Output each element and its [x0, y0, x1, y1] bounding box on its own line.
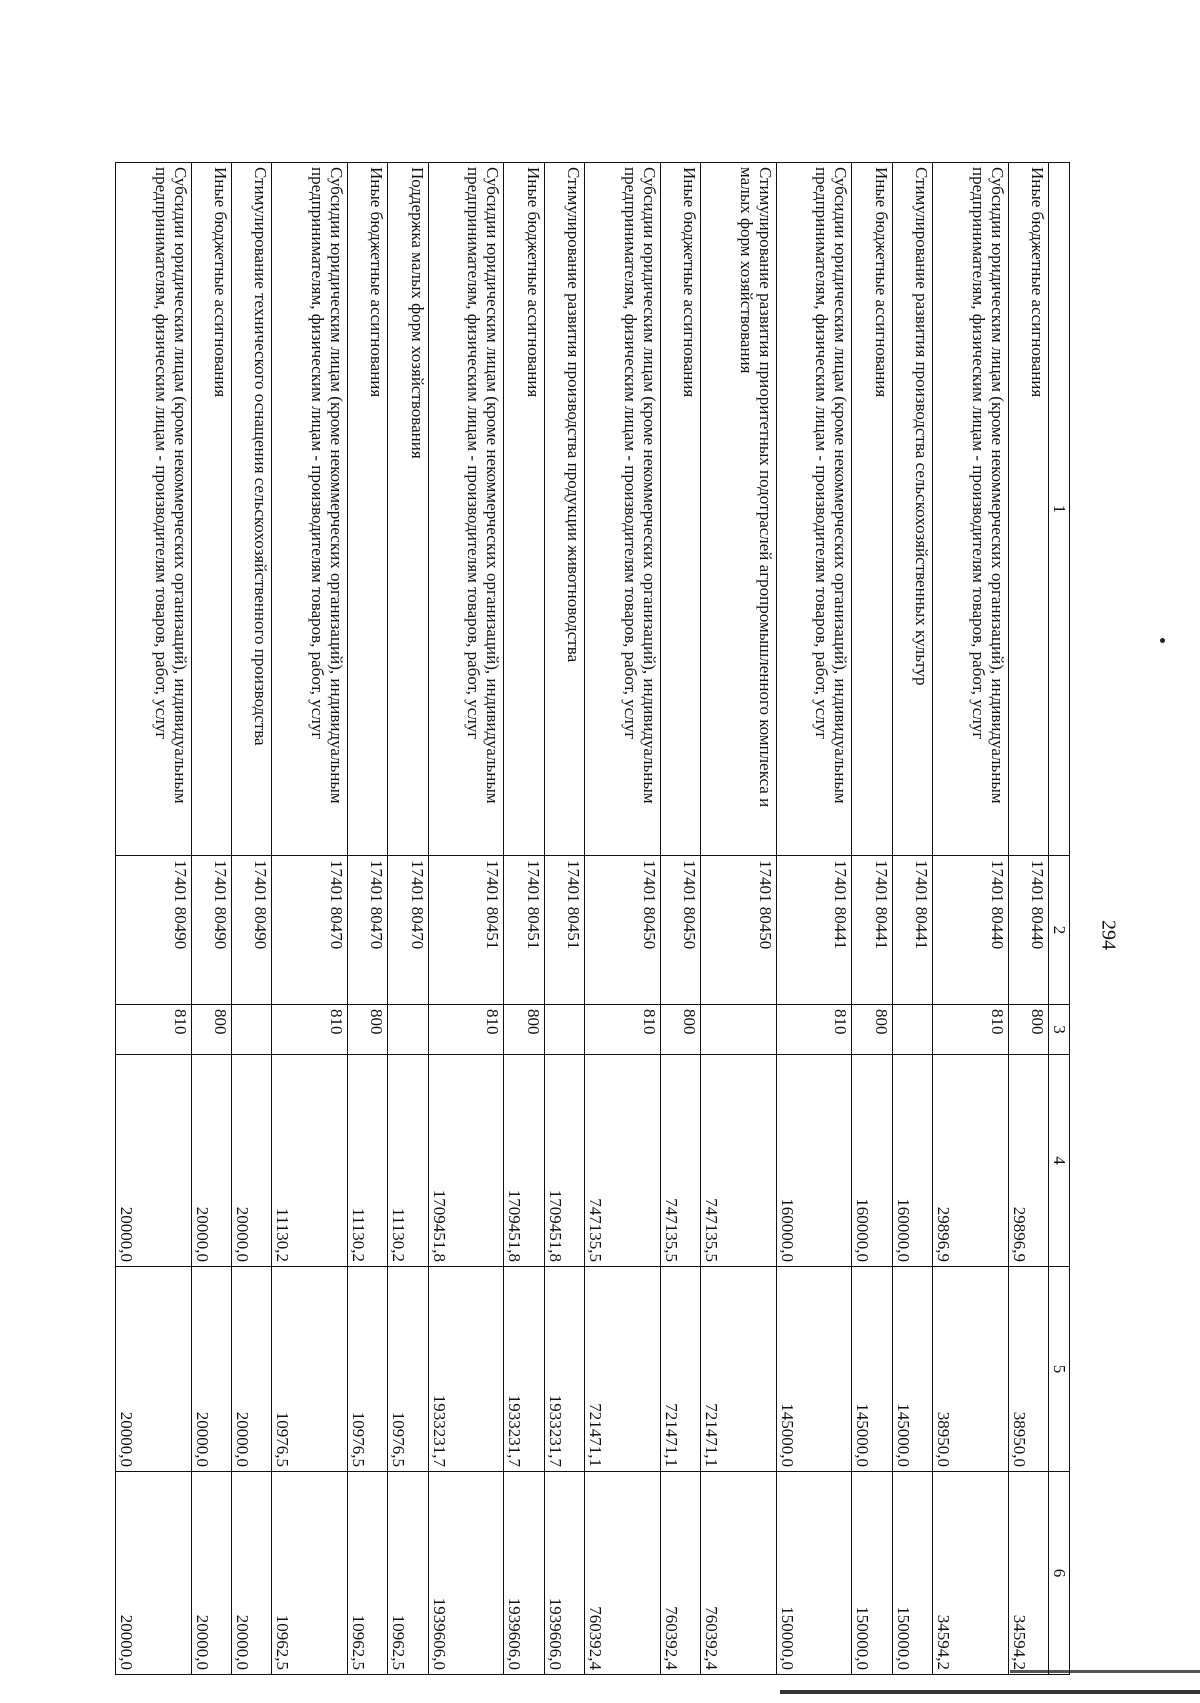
cell-value-4: 11130,2	[347, 1055, 387, 1267]
cell-code: 17401 80441	[892, 856, 932, 1005]
table-row	[933, 163, 1008, 1675]
table-row	[660, 163, 700, 1675]
cell-value-5: 145000,0	[776, 1267, 851, 1472]
table-row	[776, 163, 851, 1675]
page-number: 294	[1097, 920, 1120, 950]
column-header: 6	[1049, 1472, 1070, 1675]
cell-type: 800	[191, 1005, 231, 1055]
cell-value-6: 1939606,0	[504, 1472, 544, 1675]
cell-name: Стимулирование развития приоритетных подотраслей агропромышленного комплекса и малых форм хозяйствования	[701, 163, 776, 856]
cell-value-4: 747135,5	[585, 1055, 660, 1267]
cell-type: 800	[660, 1005, 700, 1055]
cell-code: 17401 80440	[933, 856, 1008, 1005]
cell-type: 810	[933, 1005, 1008, 1055]
cell-value-6: 10962,5	[272, 1472, 347, 1675]
table-row	[388, 163, 428, 1675]
table-row	[191, 163, 231, 1675]
cell-value-5: 721471,1	[660, 1267, 700, 1472]
column-header: 1	[1049, 163, 1070, 856]
column-header: 2	[1049, 856, 1070, 1005]
cell-type: 810	[272, 1005, 347, 1055]
column-header: 3	[1049, 1005, 1070, 1055]
cell-name: Стимулирование развития производства продукции животноводства	[544, 163, 584, 856]
cell-name: Субсидии юридическим лицам (кроме некоммерческих организаций), индивидуальным предпринимателям, физическим лицам - производителям товаров, работ, услуг	[933, 163, 1008, 856]
cell-type	[388, 1005, 428, 1055]
cell-name: Иные бюджетные ассигнования	[504, 163, 544, 856]
cell-name: Поддержка малых форм хозяйствования	[388, 163, 428, 856]
table-row	[116, 163, 192, 1675]
cell-type	[232, 1005, 272, 1055]
column-header: 4	[1049, 1055, 1070, 1267]
cell-value-6: 20000,0	[116, 1472, 192, 1675]
table-row	[504, 163, 544, 1675]
cell-name: Субсидии юридическим лицам (кроме некоммерческих организаций), индивидуальным предпринимателям, физическим лицам - производителям товаров, работ, услуг	[272, 163, 347, 856]
cell-value-4: 11130,2	[272, 1055, 347, 1267]
cell-code: 17401 80451	[428, 856, 503, 1005]
cell-value-6: 10962,5	[388, 1472, 428, 1675]
cell-code: 17401 80450	[660, 856, 700, 1005]
cell-value-4: 20000,0	[191, 1055, 231, 1267]
cell-code: 17401 80451	[504, 856, 544, 1005]
cell-value-6: 1939606,0	[544, 1472, 584, 1675]
table-row	[272, 163, 347, 1675]
cell-code: 17401 80470	[388, 856, 428, 1005]
cell-value-5: 721471,1	[701, 1267, 776, 1472]
cell-type: 800	[852, 1005, 892, 1055]
cell-value-4: 20000,0	[116, 1055, 192, 1267]
cell-value-4: 747135,5	[701, 1055, 776, 1267]
cell-value-4: 29896,9	[933, 1055, 1008, 1267]
cell-name: Субсидии юридическим лицам (кроме некоммерческих организаций), индивидуальным предпринимателям, физическим лицам - производителям товаров, работ, услуг	[428, 163, 503, 856]
budget-table	[115, 162, 1070, 1675]
cell-value-5: 145000,0	[892, 1267, 932, 1472]
cell-value-4: 11130,2	[388, 1055, 428, 1267]
cell-code: 17401 80441	[776, 856, 851, 1005]
cell-value-5: 38950,0	[1008, 1267, 1048, 1472]
cell-name: Стимулирование технического оснащения сельскохозяйственного производства	[232, 163, 272, 856]
cell-value-4: 1709451,8	[504, 1055, 544, 1267]
cell-value-6: 760392,4	[660, 1472, 700, 1675]
cell-name: Субсидии юридическим лицам (кроме некоммерческих организаций), индивидуальным предпринимателям, физическим лицам - производителям товаров, работ, услуг	[776, 163, 851, 856]
cell-value-5: 1933231,7	[544, 1267, 584, 1472]
cell-code: 17401 80490	[232, 856, 272, 1005]
cell-code: 17401 80470	[272, 856, 347, 1005]
cell-name: Иные бюджетные ассигнования	[347, 163, 387, 856]
cell-type: 810	[116, 1005, 192, 1055]
cell-name: Стимулирование развития производства сельскохозяйственных культур	[892, 163, 932, 856]
cell-value-5: 20000,0	[191, 1267, 231, 1472]
cell-value-6: 20000,0	[232, 1472, 272, 1675]
cell-code: 17401 80440	[1008, 856, 1048, 1005]
cell-value-5: 10976,5	[388, 1267, 428, 1472]
cell-value-6: 760392,4	[701, 1472, 776, 1675]
scan-edge-line	[780, 1690, 1200, 1694]
table-row	[701, 163, 776, 1675]
cell-value-5: 20000,0	[232, 1267, 272, 1472]
cell-type: 800	[504, 1005, 544, 1055]
cell-value-4: 29896,9	[1008, 1055, 1048, 1267]
cell-value-4: 1709451,8	[544, 1055, 584, 1267]
cell-value-5: 10976,5	[272, 1267, 347, 1472]
cell-value-5: 721471,1	[585, 1267, 660, 1472]
cell-name: Субсидии юридическим лицам (кроме некоммерческих организаций), индивидуальным предпринимателям, физическим лицам - производителям товаров, работ, услуг	[585, 163, 660, 856]
cell-code: 17401 80490	[116, 856, 192, 1005]
cell-value-5: 20000,0	[116, 1267, 192, 1472]
cell-type	[544, 1005, 584, 1055]
table-row	[347, 163, 387, 1675]
cell-value-4: 747135,5	[660, 1055, 700, 1267]
cell-value-6: 34594,2	[1008, 1472, 1048, 1675]
cell-name: Иные бюджетные ассигнования	[660, 163, 700, 856]
table-row	[892, 163, 932, 1675]
cell-value-6: 150000,0	[892, 1472, 932, 1675]
cell-value-6: 1939606,0	[428, 1472, 503, 1675]
cell-value-6: 10962,5	[347, 1472, 387, 1675]
cell-name: Иные бюджетные ассигнования	[852, 163, 892, 856]
cell-type	[892, 1005, 932, 1055]
cell-value-6: 150000,0	[852, 1472, 892, 1675]
cell-value-4: 1709451,8	[428, 1055, 503, 1267]
cell-value-4: 160000,0	[892, 1055, 932, 1267]
cell-type	[701, 1005, 776, 1055]
cell-code: 17401 80441	[852, 856, 892, 1005]
cell-code: 17401 80451	[544, 856, 584, 1005]
table-row	[585, 163, 660, 1675]
column-header: 5	[1049, 1267, 1070, 1472]
cell-value-5: 1933231,7	[504, 1267, 544, 1472]
cell-code: 17401 80490	[191, 856, 231, 1005]
table-row	[852, 163, 892, 1675]
cell-type: 810	[776, 1005, 851, 1055]
cell-value-5: 10976,5	[347, 1267, 387, 1472]
cell-name: Субсидии юридическим лицам (кроме некоммерческих организаций), индивидуальным предпринимателям, физическим лицам - производителям товаров, работ, услуг	[116, 163, 192, 856]
cell-value-6: 150000,0	[776, 1472, 851, 1675]
cell-value-6: 34594,2	[933, 1472, 1008, 1675]
cell-value-5: 1933231,7	[428, 1267, 503, 1472]
cell-type: 810	[585, 1005, 660, 1055]
table-row	[1008, 163, 1048, 1675]
cell-value-6: 20000,0	[191, 1472, 231, 1675]
cell-value-5: 145000,0	[852, 1267, 892, 1472]
cell-value-5: 38950,0	[933, 1267, 1008, 1472]
budget-table-rotated	[115, 162, 1070, 1674]
scan-dot	[1160, 638, 1165, 643]
cell-type: 800	[1008, 1005, 1048, 1055]
cell-type: 810	[428, 1005, 503, 1055]
header-row	[1049, 163, 1070, 1675]
cell-value-6: 760392,4	[585, 1472, 660, 1675]
cell-code: 17401 80450	[585, 856, 660, 1005]
cell-code: 17401 80470	[347, 856, 387, 1005]
cell-name: Иные бюджетные ассигнования	[191, 163, 231, 856]
table-row	[428, 163, 503, 1675]
cell-value-4: 160000,0	[776, 1055, 851, 1267]
table-row	[232, 163, 272, 1675]
cell-value-4: 20000,0	[232, 1055, 272, 1267]
cell-code: 17401 80450	[701, 856, 776, 1005]
table-row	[544, 163, 584, 1675]
cell-type: 800	[347, 1005, 387, 1055]
cell-name: Иные бюджетные ассигнования	[1008, 163, 1048, 856]
cell-value-4: 160000,0	[852, 1055, 892, 1267]
